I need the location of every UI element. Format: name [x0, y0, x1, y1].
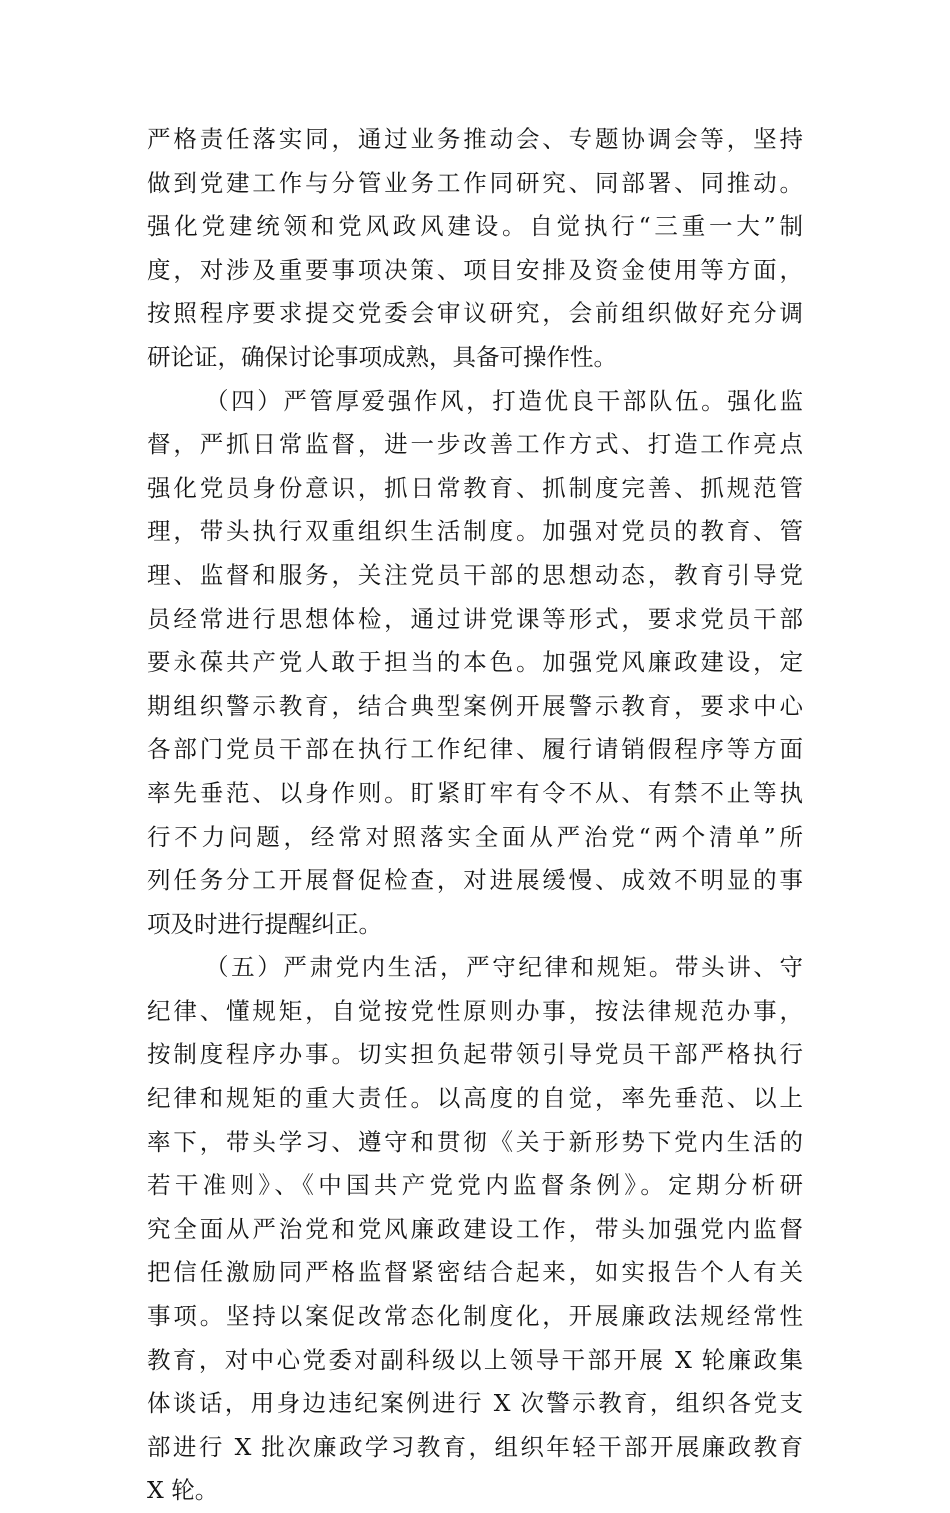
text-line: 督，严抓日常监督，进一步改善工作方式、打造工作亮点 — [147, 430, 803, 459]
text-line: 研论证，确保讨论事项成熟，具备可操作性。 — [147, 342, 617, 371]
text-line: 理，带头执行双重组织生活制度。加强对党员的教育、管 — [147, 517, 803, 546]
paragraph-section-four — [147, 380, 803, 947]
text-line: 纪律和规矩的重大责任。以高度的自觉，率先垂范、以上 — [147, 1084, 803, 1113]
text-line: 把信任激励同严格监督紧密结合起来，如实报告个人有关 — [147, 1258, 803, 1287]
text-line: 按照程序要求提交党委会审议研究，会前组织做好充分调 — [147, 299, 803, 328]
text-line: X 轮。 — [147, 1476, 219, 1505]
paragraph-continuation — [147, 118, 803, 380]
text-line: 员经常进行思想体检，通过讲党课等形式，要求党员干部 — [147, 604, 803, 633]
document-body — [147, 118, 803, 1513]
text-line: 究全面从严治党和党风廉政建设工作，带头加强党内监督 — [147, 1214, 803, 1243]
text-line: 强化党建统领和党风政风建设。自觉执行“三重一大”制 — [147, 212, 803, 241]
text-line: 理、监督和服务，关注党员干部的思想动态，教育引导党 — [147, 560, 803, 589]
text-line: 按制度程序办事。切实担负起带领引导党员干部严格执行 — [147, 1040, 803, 1069]
text-line: 纪律、懂规矩，自觉按党性原则办事，按法律规范办事， — [147, 996, 803, 1025]
text-line: 行不力问题，经常对照落实全面从严治党“两个清单”所 — [147, 822, 803, 851]
text-line: 若干准则》、《中国共产党党内监督条例》。定期分析研 — [147, 1171, 803, 1200]
text-line: 做到党建工作与分管业务工作同研究、同部署、同推动。 — [147, 168, 803, 197]
text-line: 率下，带头学习、遵守和贯彻《关于新形势下党内生活的 — [147, 1127, 803, 1156]
text-line: 事项。坚持以案促改常态化制度化，开展廉政法规经常性 — [147, 1302, 803, 1331]
text-line: 要永葆共产党人敢于担当的本色。加强党风廉政建设，定 — [147, 648, 803, 677]
text-line: 率先垂范、以身作则。盯紧盯牢有令不从、有禁不止等执 — [147, 778, 803, 807]
text-line: （四）严管厚爱强作风，打造优良干部队伍。强化监 — [205, 386, 803, 415]
text-line: 严格责任落实同，通过业务推动会、专题协调会等，坚持 — [147, 125, 803, 153]
text-line: 度，对涉及重要事项决策、项目安排及资金使用等方面， — [147, 255, 803, 284]
text-line: 期组织警示教育，结合典型案例开展警示教育，要求中心 — [147, 691, 803, 720]
text-line: 强化党员身份意识，抓日常教育、抓制度完善、抓规范管 — [147, 473, 803, 502]
text-line: 教育，对中心党委对副科级以上领导干部开展 X 轮廉政集 — [147, 1345, 803, 1374]
text-line: 各部门党员干部在执行工作纪律、履行请销假程序等方面 — [147, 735, 803, 764]
paragraph-section-five — [147, 946, 803, 1513]
text-line: （五）严肃党内生活，严守纪律和规矩。带头讲、守 — [205, 953, 803, 982]
text-line: 项及时进行提醒纠正。 — [147, 909, 382, 938]
text-line: 列任务分工开展督促检查，对进展缓慢、成效不明显的事 — [147, 866, 803, 895]
text-line: 体谈话，用身边违纪案例进行 X 次警示教育，组织各党支 — [147, 1389, 803, 1418]
text-line: 部进行 X 批次廉政学习教育，组织年轻干部开展廉政教育 — [147, 1432, 803, 1461]
